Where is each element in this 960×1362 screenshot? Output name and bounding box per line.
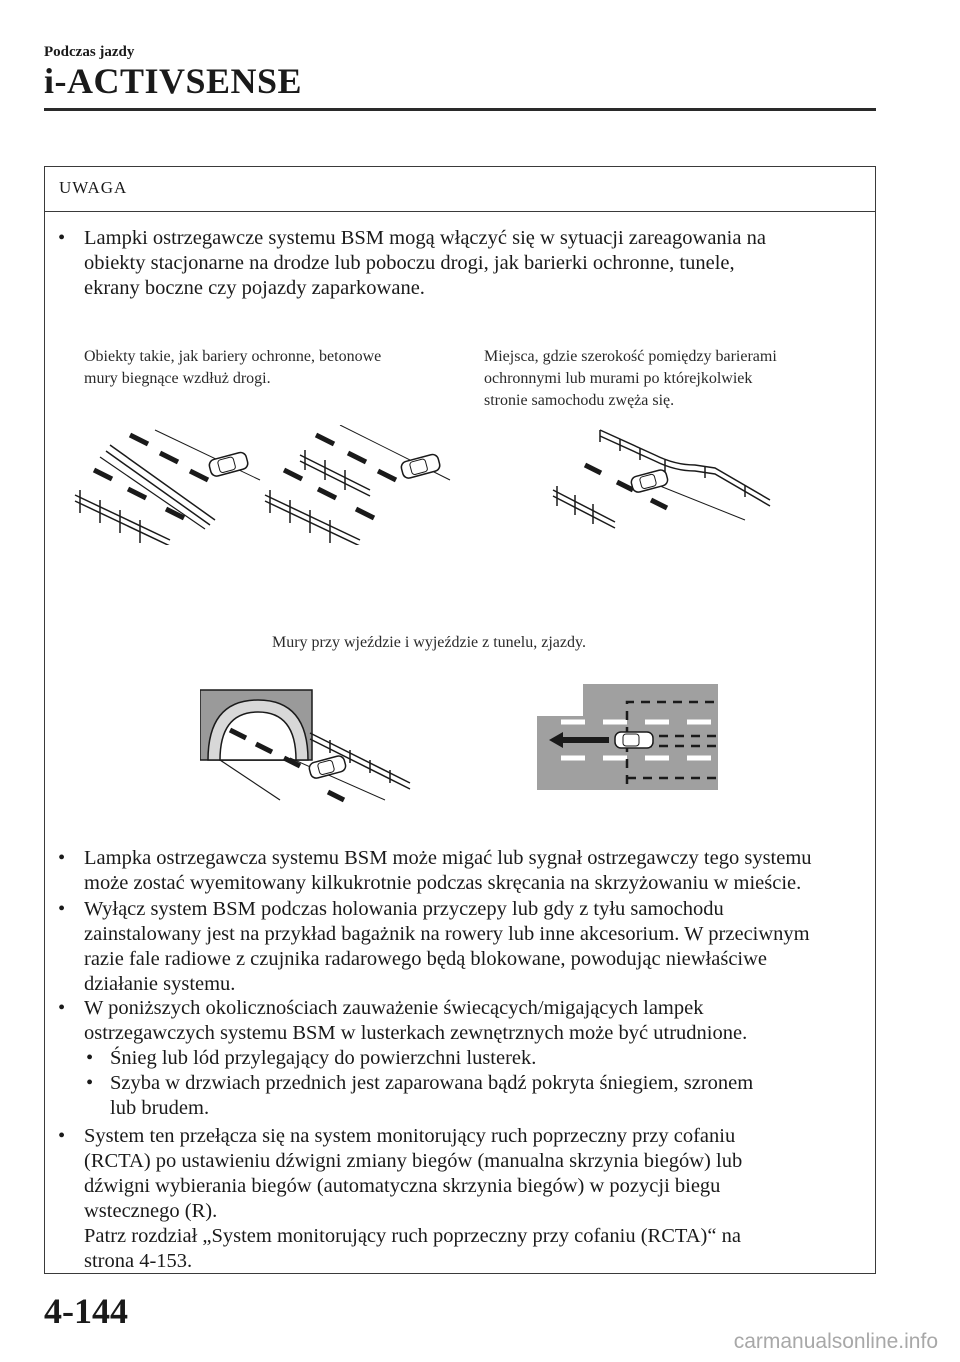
bullet-mark-icon: • xyxy=(58,1125,66,1147)
figure-caption-bottom xyxy=(272,632,586,654)
wall-road-illustration xyxy=(260,425,455,545)
bullet-1-line-3: ekrany boczne czy pojazdy zaparkowane. xyxy=(84,277,425,299)
page-title: i-ACTIVSENSE xyxy=(44,61,303,101)
caption-bottom-line: Mury przy wjeździe i wyjeździe z tunelu, zjazdy. xyxy=(272,634,586,651)
bullet-5-line-5: Patrz rozdział „System monitorujący ruch poprzeczny przy cofaniu (RCTA)“ na xyxy=(84,1225,741,1247)
bullet-4-line-1: W poniższych okolicznościach zauważenie świecących/migających lampek xyxy=(84,997,704,1019)
sub-1-line-1: Śnieg lub lód przylegający do powierzchni lusterek. xyxy=(110,1047,537,1069)
bullet-5-line-4: wstecznego (R). xyxy=(84,1200,218,1222)
sub-bullet-mark-icon: • xyxy=(86,1047,94,1069)
tunnel-illustration xyxy=(200,688,415,803)
title-rule xyxy=(44,108,876,111)
caption-right-line-1: Miejsca, gdzie szerokość pomiędzy barierami xyxy=(484,348,777,365)
figure-caption-right xyxy=(484,346,777,412)
bullet-5-line-3: dźwigni wybierania biegów (automatyczna skrzynia biegów) w pozycji biegu xyxy=(84,1175,721,1197)
bullet-2-line-1: Lampka ostrzegawcza systemu BSM może migać lub sygnał ostrzegawczy tego systemu xyxy=(84,847,812,869)
notice-label: UWAGA xyxy=(59,178,128,197)
caption-right-line-3: stronie samochodu zwęża się. xyxy=(484,392,675,409)
bullet-3-line-3: razie fale radiowe z czujnika radarowego będą blokowane, powodując niewłaściwe xyxy=(84,948,768,970)
bullet-1-line-2: obiekty stacjonarne na drodze lub poboczu drogi, jak barierki ochronne, tunele, xyxy=(84,252,735,274)
figure-caption-left xyxy=(84,346,381,390)
bullet-mark-icon: • xyxy=(58,227,66,249)
bullet-5-line-1: System ten przełącza się na system monitorujący ruch poprzeczny przy cofaniu xyxy=(84,1125,736,1147)
sub-2-line-2: lub brudem. xyxy=(110,1097,210,1119)
bullet-3-line-4: działanie systemu. xyxy=(84,973,236,995)
bullet-mark-icon: • xyxy=(58,997,66,1019)
bullet-4-line-2: ostrzegawczych systemu BSM w lusterkach zewnętrznych może być utrudnione. xyxy=(84,1022,748,1044)
caption-left-line-1: Obiekty takie, jak bariery ochronne, betonowe xyxy=(84,348,382,365)
notice-header xyxy=(45,167,875,212)
watermark: carmanualsonline.info xyxy=(733,1330,938,1353)
bullet-mark-icon: • xyxy=(58,847,66,869)
caption-right-line-2: ochronnymi lub murami po którejkolwiek xyxy=(484,370,753,387)
sub-bullet-mark-icon: • xyxy=(86,1072,94,1094)
section-header: Podczas jazdy xyxy=(44,44,135,60)
exit-ramp-illustration xyxy=(533,680,733,795)
bullet-3-line-1: Wyłącz system BSM podczas holowania przyczepy lub gdy z tyłu samochodu xyxy=(84,898,724,920)
bullet-3-line-2: zainstalowany jest na przykład bagażnik na rowery lub inne akcesorium. W przeciwnym xyxy=(84,923,810,945)
bullet-mark-icon: • xyxy=(58,898,66,920)
bullet-2-line-2: może zostać wyemitowany kilkukrotnie podczas skręcania na skrzyżowaniu w mieście. xyxy=(84,872,802,894)
page-number: 4-144 xyxy=(44,1291,128,1331)
caption-left-line-2: mury biegnące wzdłuż drogi. xyxy=(84,370,271,387)
guardrail-road-illustration xyxy=(70,425,265,545)
bullet-1-line-1: Lampki ostrzegawcze systemu BSM mogą włączyć się w sytuacji zareagowania na xyxy=(84,227,766,249)
bullet-5-line-6: strona 4-153. xyxy=(84,1250,193,1272)
narrowing-road-illustration xyxy=(545,420,775,530)
sub-2-line-1: Szyba w drzwiach przednich jest zaparowana bądź pokryta śniegiem, szronem xyxy=(110,1072,754,1094)
bullet-5-line-2: (RCTA) po ustawieniu dźwigni zmiany biegów (manualna skrzynia biegów) lub xyxy=(84,1150,743,1172)
